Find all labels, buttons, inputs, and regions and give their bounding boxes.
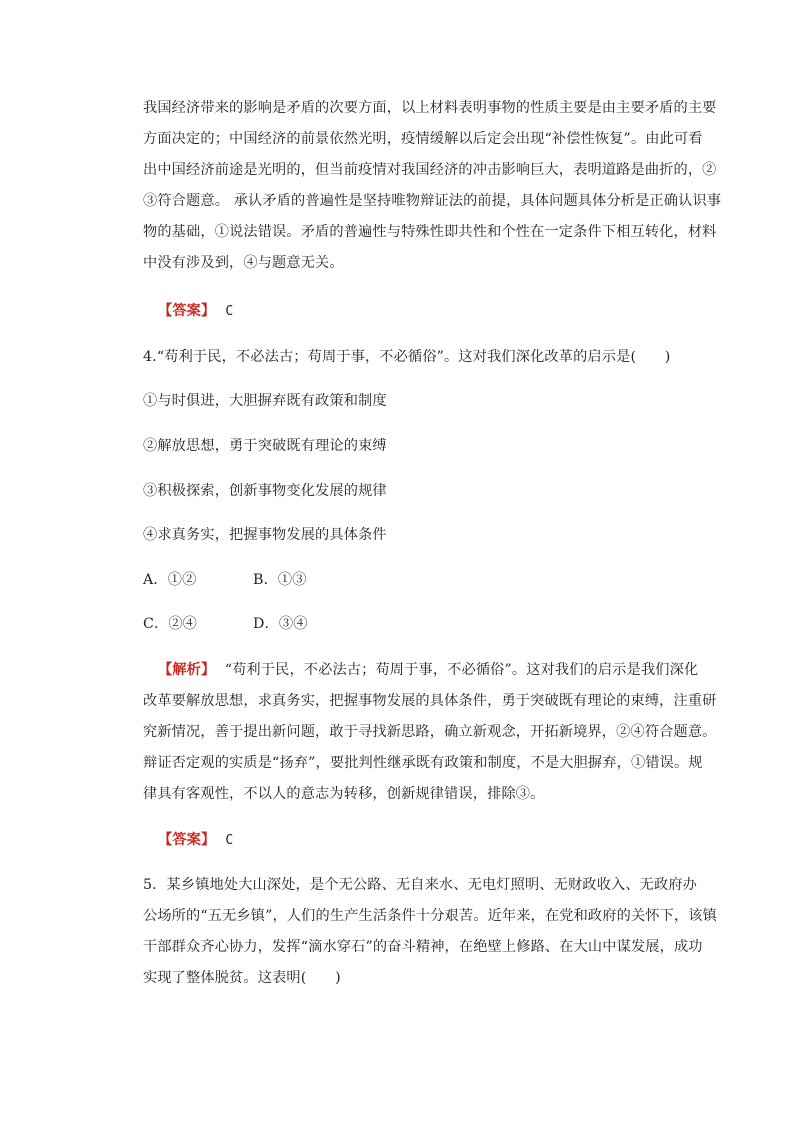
analysis-line: 我国经济带来的影响是矛盾的次要方面，以上材料表明事物的性质主要是由主要矛盾的主要 [143, 100, 717, 116]
question-4-item-2: ②解放思想，勇于突破既有理论的束缚 [143, 438, 387, 454]
analysis-line: 辩证否定观的实质是“扬弃”，要批判性继承既有政策和制度，不是大胆摒弃，①错误。规 [143, 755, 703, 771]
answer-value: C [225, 304, 234, 319]
analysis-line: 方面决定的；中国经济的前景依然光明，疫情缓解以后定会出现“补偿性恢复”。由此可看 [143, 131, 703, 147]
analysis-line: 中没有涉及到，④与题意无关。 [143, 255, 344, 271]
question-4-item-3: ③积极探索，创新事物变化发展的规律 [143, 483, 387, 499]
answer-line-prev [158, 300, 233, 323]
answer-value: C [225, 833, 234, 848]
answer-tag: 【答案】 [158, 303, 216, 319]
question-4-item-4: ④求真务实，把握事物发展的具体条件 [143, 527, 387, 543]
option-a: A．①② [143, 572, 197, 588]
option-d: D．③④ [253, 616, 308, 632]
analysis-line: 究新情况，善于提出新问题，敢于寻找新思路，确立新观念，开拓新境界，②④符合题意。 [143, 724, 717, 740]
option-d-line [253, 613, 308, 635]
question-4-analysis-first [158, 659, 698, 681]
analysis-line: 出中国经济前途是光明的，但当前疫情对我国经济的冲击影响巨大，表明道路是曲折的，② [143, 162, 717, 178]
answer-tag: 【答案】 [158, 832, 216, 848]
question-4-stem: 4.“苟利于民，不必法古；苟周于事，不必循俗”。这对我们深化改革的启示是( ) [143, 349, 671, 365]
answer-line-q4 [158, 829, 233, 852]
analysis-line: 律具有客观性，不以人的意志为转移，创新规律错误，排除③。 [143, 786, 545, 802]
analysis-line: 物的基础，①说法错误。矛盾的普遍性与特殊性即共性和个性在一定条件下相互转化，材料 [143, 224, 717, 240]
analysis-tag: 【解析】 [158, 662, 216, 678]
analysis-line: 改革要解放思想，求真务实，把握事物发展的具体条件，勇于突破既有理论的束缚，注重研 [143, 693, 717, 709]
question-4-options-row-1 [143, 569, 196, 591]
question-5-line: 5．某乡镇地处大山深处，是个无公路、无自来水、无电灯照明、无财政收入、无政府办 [143, 877, 698, 893]
analysis-text: “苟利于民，不必法古；苟周于事，不必循俗”。这对我们的启示是我们深化 [224, 662, 699, 678]
question-4-options-row-2 [143, 613, 197, 635]
question-5-line: 干部群众齐心协力，发挥“滴水穿石”的奋斗精神，在绝壁上修路、在大山中谋发展，成功 [143, 939, 703, 955]
option-c: C．②④ [143, 616, 198, 632]
question-5-line: 实现了整体脱贫。这表明( ) [143, 970, 341, 986]
question-5-line: 公场所的“五无乡镇”，人们的生产生活条件十分艰苦。近年来，在党和政府的关怀下，该镇 [143, 908, 717, 924]
option-b: B．①③ [253, 572, 307, 588]
question-4-item-1: ①与时俱进，大胆摒弃既有政策和制度 [143, 393, 387, 409]
option-b-line [253, 569, 307, 591]
analysis-line: ③符合题意。 承认矛盾的普遍性是坚持唯物辩证法的前提，具体问题具体分析是正确认识事 [143, 193, 722, 209]
